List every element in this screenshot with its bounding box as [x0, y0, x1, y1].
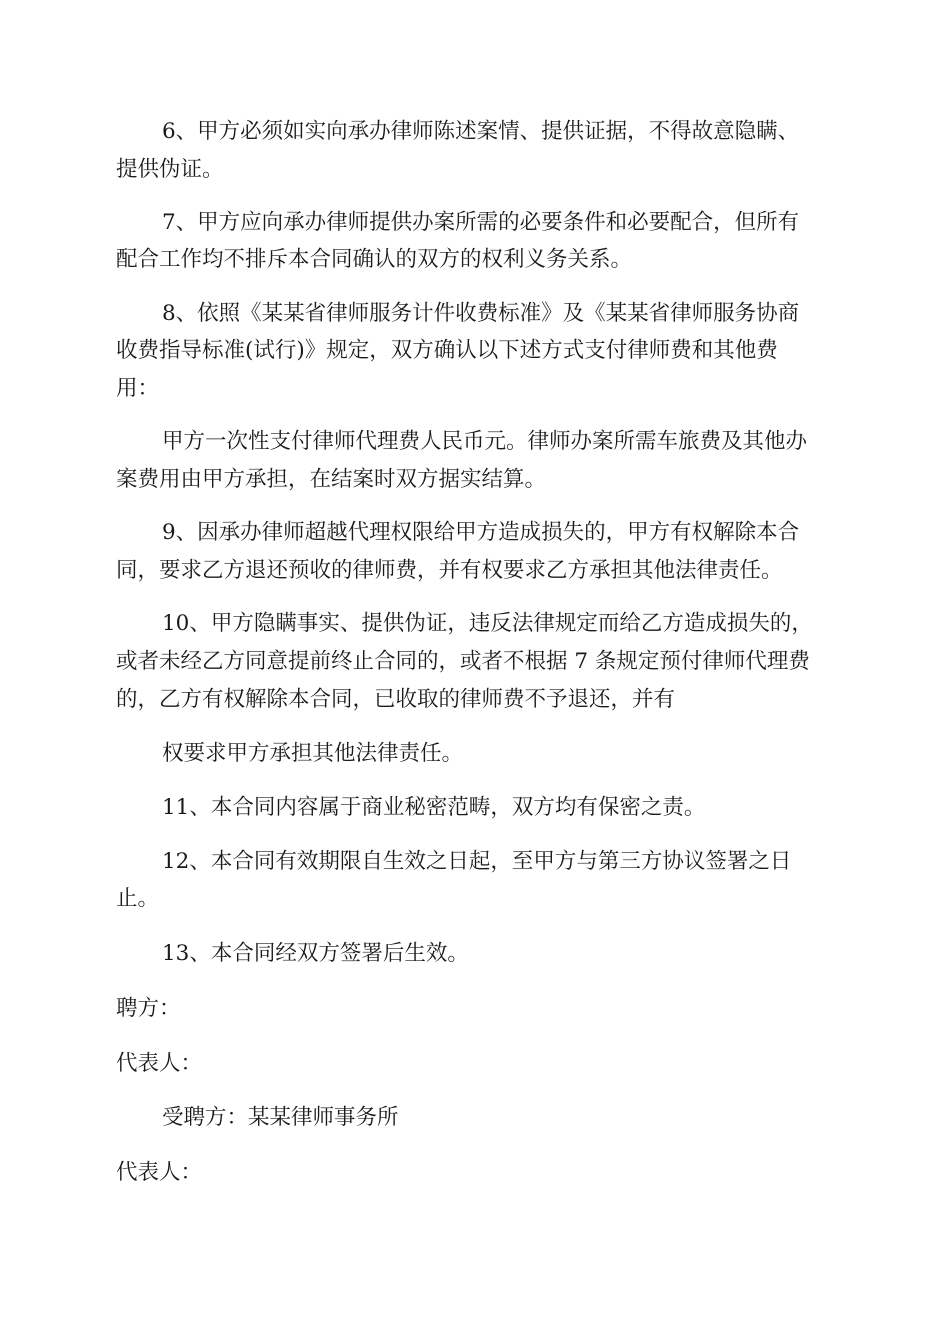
clause-8-line-3: 用：	[116, 376, 160, 401]
payment-line-2: 案费用由甲方承担，在结案时双方据实结算。	[116, 467, 547, 492]
clause-12-line-1: 12、本合同有效期限自生效之日起，至甲方与第三方协议签署之日	[162, 849, 792, 874]
clause-7-line-2: 配合工作均不排斥本合同确认的双方的权利义务关系。	[116, 247, 633, 272]
clause-10-line-1: 10、甲方隐瞒事实、提供伪证，违反法律规定而给乙方造成损失的，	[162, 611, 813, 636]
employer-label: 聘方：	[116, 996, 181, 1021]
clause-6-line-1: 6、甲方必须如实向承办律师陈述案情、提供证据，不得故意隐瞒、	[162, 119, 800, 144]
clause-11-line-1: 11、本合同内容属于商业秘密范畴，双方均有保密之责。	[162, 795, 706, 820]
clause-10-line-3: 的，乙方有权解除本合同，已收取的律师费不予退还，并有	[116, 687, 676, 712]
clause-10-line-2: 或者未经乙方同意提前终止合同的，或者不根据 7 条规定预付律师代理费	[116, 649, 810, 674]
clause-6-line-2: 提供伪证。	[116, 157, 224, 182]
employer-representative-label: 代表人：	[116, 1051, 203, 1076]
payment-line-1: 甲方一次性支付律师代理费人民币元。律师办案所需车旅费及其他办	[162, 429, 808, 454]
clause-8-line-2: 收费指导标准(试行)》规定，双方确认以下述方式支付律师费和其他费	[116, 338, 778, 363]
clause-13-line-1: 13、本合同经双方签署后生效。	[162, 941, 469, 966]
clause-9-line-1: 9、因承办律师超越代理权限给甲方造成损失的，甲方有权解除本合	[162, 520, 800, 545]
clause-9-line-2: 同，要求乙方退还预收的律师费，并有权要求乙方承担其他法律责任。	[116, 558, 783, 583]
clause-10-line-4: 权要求甲方承担其他法律责任。	[162, 741, 464, 766]
clause-8-line-1: 8、依照《某某省律师服务计件收费标准》及《某某省律师服务协商	[162, 301, 800, 326]
employee-representative-label: 代表人：	[116, 1160, 203, 1185]
employee-label: 受聘方：某某律师事务所	[162, 1105, 399, 1130]
clause-7-line-1: 7、甲方应向承办律师提供办案所需的必要条件和必要配合，但所有	[162, 210, 800, 235]
clause-12-line-2: 止。	[116, 886, 160, 911]
